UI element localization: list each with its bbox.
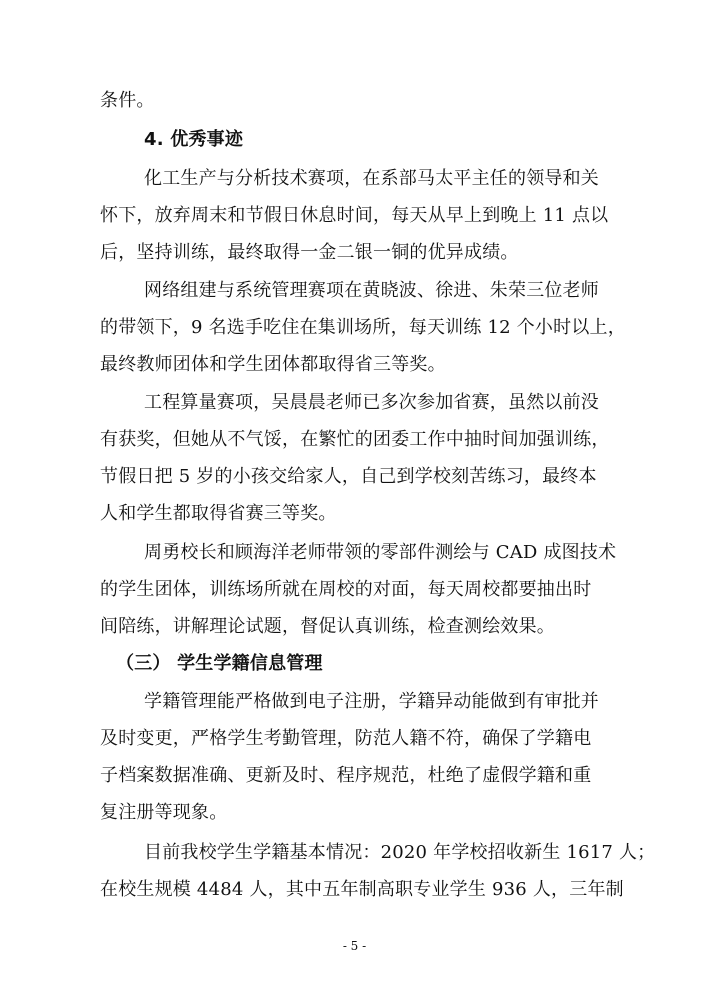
paragraph-line: 在校生规模 4484 人，其中五年制高职专业学生 936 人，三年制 — [100, 879, 624, 900]
paragraph-line: 后，坚持训练，最终取得一金二银一铜的优异成绩。 — [100, 242, 519, 263]
paragraph-line: 工程算量赛项，吴晨晨老师已多次参加省赛，虽然以前没 — [144, 392, 599, 413]
paragraph-line: 学籍管理能严格做到电子注册，学籍异动能做到有审批并 — [144, 691, 599, 712]
paragraph-line: 复注册等现象。 — [100, 802, 228, 823]
paragraph-line: 条件。 — [100, 90, 155, 111]
paragraph-line: 子档案数据准确、更新及时、程序规范，杜绝了虚假学籍和重 — [100, 765, 592, 786]
paragraph-line: 目前我校学生学籍基本情况：2020 年学校招收新生 1617 人； — [144, 842, 656, 863]
section-heading: （三） 学生学籍信息管理 — [116, 653, 323, 674]
paragraph-line: 周勇校长和顾海洋老师带领的零部件测绘与 CAD 成图技术 — [144, 542, 617, 563]
paragraph-line: 间陪练，讲解理论试题，督促认真训练，检查测绘效果。 — [100, 616, 555, 637]
paragraph-line: 的学生团体，训练场所就在周校的对面，每天周校都要抽出时 — [100, 579, 592, 600]
paragraph-line: 节假日把 5 岁的小孩交给家人，自己到学校刻苦练习，最终本 — [100, 466, 597, 487]
page-number: - 5 - — [342, 939, 367, 953]
paragraph-line: 有获奖，但她从不气馁，在繁忙的团委工作中抽时间加强训练， — [100, 429, 610, 450]
paragraph-line: 最终教师团体和学生团体都取得省三等奖。 — [100, 354, 446, 375]
paragraph-line: 网络组建与系统管理赛项在黄晓波、徐进、朱荣三位老师 — [144, 280, 599, 301]
paragraph-line: 的带领下，9 名选手吃住在集训场所，每天训练 12 个小时以上， — [100, 317, 626, 338]
paragraph-line: 及时变更，严格学生考勤管理，防范人籍不符，确保了学籍电 — [100, 728, 592, 749]
paragraph-line: 化工生产与分析技术赛项，在系部马太平主任的领导和关 — [144, 168, 599, 189]
paragraph-line: 人和学生都取得省赛三等奖。 — [100, 503, 337, 524]
section-heading: 4. 优秀事迹 — [144, 129, 244, 150]
paragraph-line: 怀下，放弃周末和节假日休息时间，每天从早上到晚上 11 点以 — [100, 205, 609, 226]
